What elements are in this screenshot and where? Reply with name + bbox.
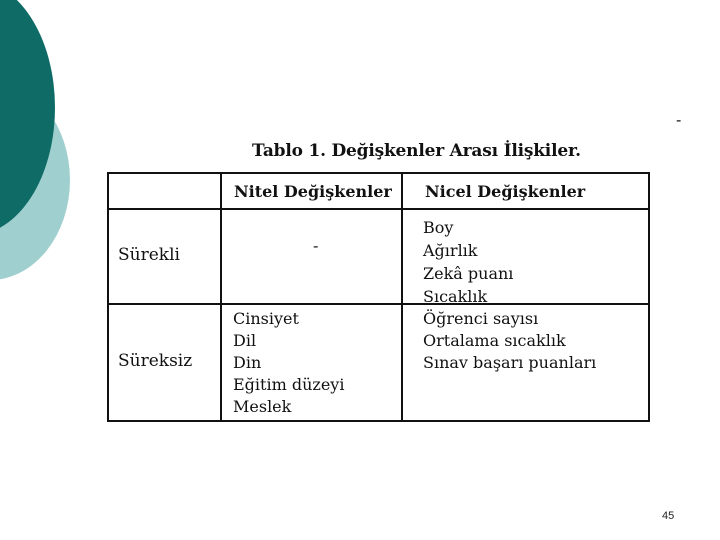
header-nicel: Nicel Değişkenler [425,182,586,201]
list-item: Sınav başarı puanları [423,353,597,372]
table-line-header [107,208,650,210]
nitel-sureksiz-list [233,308,344,418]
list-item: Boy [423,218,454,237]
list-item: Din [233,353,262,372]
list-item: Sıcaklık [423,287,488,306]
top-mark: - [676,112,682,129]
table-line-right [648,172,650,422]
table-line-top [107,172,650,174]
table-caption: Tablo 1. Değişkenler Arası İlişkiler. [252,141,581,161]
list-item: Ortalama sıcaklık [423,331,566,350]
table-line-bottom [107,420,650,422]
nicel-sureksiz-list [423,308,596,374]
list-item: Meslek [233,397,292,416]
header-nitel: Nitel Değişkenler [234,182,392,201]
page-number: 45 [662,510,675,522]
row-label-surekli: Sürekli [118,245,180,265]
table-line-col1 [220,172,222,422]
table-line-col2 [401,172,403,422]
table-line-middle [107,303,650,305]
list-item: Ağırlık [423,241,478,260]
list-item: Öğrenci sayısı [423,309,539,328]
nitel-surekli-dash: - [313,236,319,255]
nicel-surekli-list [423,216,513,308]
list-item: Dil [233,331,257,350]
list-item: Eğitim düzeyi [233,375,345,394]
table-line-left [107,172,109,422]
row-label-sureksiz: Süreksiz [118,351,193,371]
list-item: Cinsiyet [233,309,299,328]
variables-table [107,172,650,422]
list-item: Zekâ puanı [423,264,514,283]
